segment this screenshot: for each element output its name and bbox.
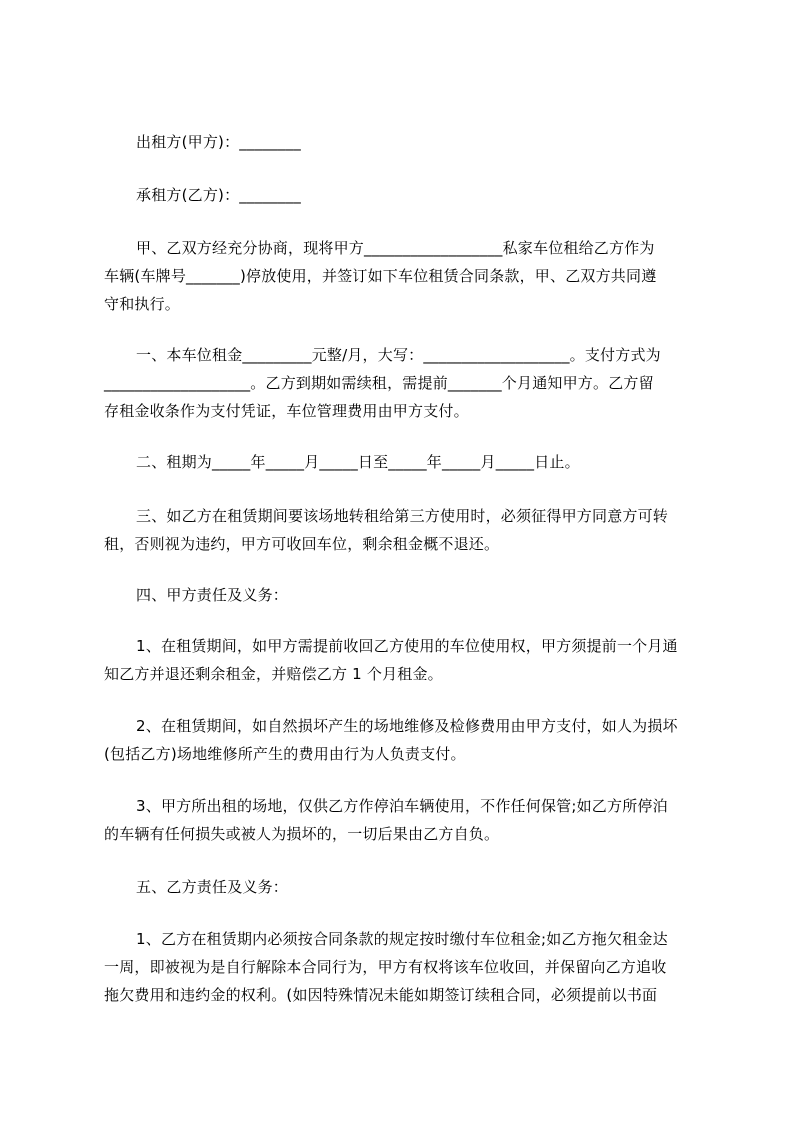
clause4-item1-line-1: 1、在租赁期间，如甲方需提前收回乙方使用的车位使用权，甲方须提前一个月通	[136, 637, 678, 655]
clause4-item1-line-2: 知乙方并退还剩余租金，并赔偿乙方 1 个月租金。	[104, 665, 443, 683]
clause4-item2-line-2: (包括乙方)场地维修所产生的费用由行为人负责支付。	[104, 745, 466, 763]
intro-line-2: 车辆(车牌号_______)停放使用，并签订如下车位租赁合同条款，甲、乙双方共同遵	[104, 267, 657, 285]
clause5-title: 五、乙方责任及义务：	[136, 878, 289, 896]
clause3-line-2: 租，否则视为违约，甲方可收回车位，剩余租金概不退还。	[104, 535, 500, 553]
intro-line-3: 守和执行。	[104, 295, 181, 313]
clause1-line-1: 一、本车位租金_________元整/月，大写：___________________。支付方式为	[136, 346, 661, 364]
clause1-line-2: ___________________。乙方到期如需续租，需提前_______个月通知甲方。乙方留	[104, 374, 654, 392]
clause5-item1-line-2: 一周，即被视为是自行解除本合同行为，甲方有权将该车位收回，并保留向乙方追收	[104, 958, 667, 976]
clause4-item3-line-1: 3、甲方所出租的场地，仅供乙方作停泊车辆使用，不作任何保管;如乙方所停泊	[136, 797, 668, 815]
lessor-line: 出租方(甲方)：________	[136, 133, 301, 151]
clause4-item3-line-2: 的车辆有任何损失或被人为损坏的，一切后果由乙方自负。	[104, 825, 500, 843]
clause3-line-1: 三、如乙方在租赁期间要该场地转租给第三方使用时，必须征得甲方同意方可转	[136, 507, 669, 525]
clause4-title: 四、甲方责任及义务：	[136, 586, 289, 604]
clause2-line-1: 二、租期为_____年_____月_____日至_____年_____月_____日止。	[136, 453, 580, 471]
lessee-line: 承租方(乙方)：________	[136, 186, 301, 204]
intro-line-1: 甲、乙双方经充分协商，现将甲方__________________私家车位租给乙方作为	[136, 239, 655, 257]
clause1-line-3: 存租金收条作为支付凭证，车位管理费用由甲方支付。	[104, 402, 469, 420]
clause5-item1-line-3: 拖欠费用和违约金的权利。(如因特殊情况未能如期签订续租合同，必须提前以书面	[104, 986, 658, 1004]
clause5-item1-line-1: 1、乙方在租赁期内必须按合同条款的规定按时缴付车位租金;如乙方拖欠租金达	[136, 930, 668, 948]
clause4-item2-line-1: 2、在租赁期间，如自然损坏产生的场地维修及检修费用由甲方支付，如人为损坏	[136, 717, 678, 735]
